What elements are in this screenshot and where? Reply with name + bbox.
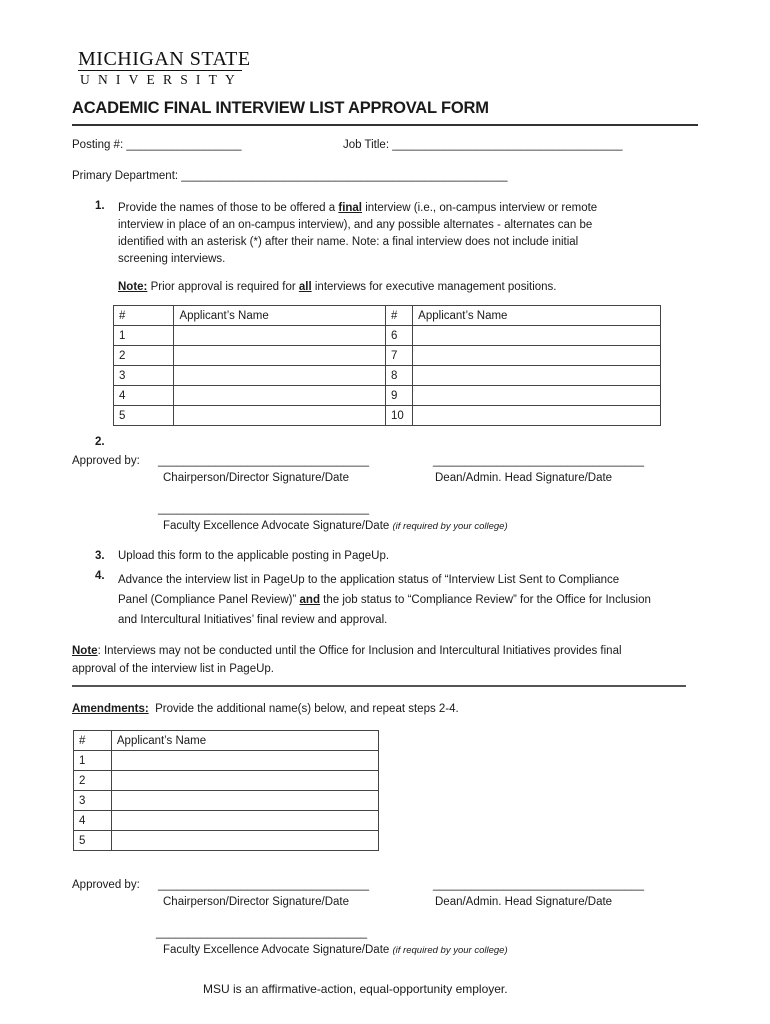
hash-header-right: # <box>385 306 412 326</box>
hash-header: # <box>74 731 112 751</box>
department-blank[interactable]: ___________________________________________________ <box>181 170 508 182</box>
table-header-row <box>114 306 661 326</box>
table-row: 3 8 <box>114 366 661 386</box>
faculty-signature-line-2[interactable]: _________________________________ <box>156 927 368 939</box>
faculty-signature-caption: Faculty Excellence Advocate Signature/Date (if required by your college) <box>163 520 508 532</box>
hash-header: # <box>114 306 174 326</box>
table-row: 1 <box>74 751 379 771</box>
table-row: 4 <box>74 811 379 831</box>
name-header-left: Applicant’s Name <box>174 306 386 326</box>
department-label: Primary Department: <box>72 170 179 182</box>
logo-rule <box>78 70 242 71</box>
step-4-number: 4. <box>95 570 105 582</box>
applicant-name-cell[interactable] <box>174 406 386 426</box>
faculty-signature-line[interactable]: _________________________________ <box>158 503 370 515</box>
approved-by-label: Approved by: <box>72 455 140 467</box>
step-2-number: 2. <box>95 436 105 448</box>
applicant-name-cell[interactable] <box>111 831 378 851</box>
faculty-signature-caption-2: Faculty Excellence Advocate Signature/Date (if required by your college) <box>163 944 508 956</box>
applicant-name-cell[interactable] <box>413 346 661 366</box>
final-emphasis: final <box>338 202 362 214</box>
chair-signature-line-2[interactable]: _________________________________ <box>158 879 370 891</box>
section-divider <box>72 685 686 687</box>
table-row: 4 9 <box>114 386 661 406</box>
step-3-text: Upload this form to the applicable posting in PageUp. <box>118 550 390 562</box>
logo-michigan-state: MICHIGAN STATE <box>78 48 251 70</box>
job-title-label: Job Title: <box>343 139 390 151</box>
department-field[interactable] <box>72 170 507 182</box>
approved-by-label-2: Approved by: <box>72 879 140 891</box>
table-row: 2 <box>74 771 379 791</box>
amendments-table <box>73 730 379 851</box>
dean-signature-line[interactable]: _________________________________ <box>433 455 645 467</box>
step-1-number: 1. <box>95 200 105 212</box>
applicant-name-cell[interactable] <box>111 771 378 791</box>
posting-label: Posting #: <box>72 139 124 151</box>
dean-signature-caption-2: Dean/Admin. Head Signature/Date <box>435 896 613 908</box>
applicant-name-cell[interactable] <box>413 366 661 386</box>
applicant-name-cell[interactable] <box>174 366 386 386</box>
applicant-name-cell[interactable] <box>111 811 378 831</box>
applicant-name-cell[interactable] <box>413 326 661 346</box>
table-header-row <box>74 731 379 751</box>
posting-field[interactable] <box>72 139 241 151</box>
applicant-name-cell[interactable] <box>174 346 386 366</box>
name-header-right: Applicant’s Name <box>413 306 661 326</box>
job-title-field[interactable] <box>343 139 622 151</box>
amendments-heading: Amendments: Provide the additional name(s) below, and repeat steps 2-4. <box>72 703 459 715</box>
chair-signature-caption: Chairperson/Director Signature/Date <box>163 472 350 484</box>
posting-blank[interactable]: __________________ <box>126 139 242 151</box>
applicant-name-cell[interactable] <box>413 386 661 406</box>
job-title-blank[interactable]: ____________________________________ <box>392 139 623 151</box>
dean-signature-line-2[interactable]: _________________________________ <box>433 879 645 891</box>
applicant-name-cell[interactable] <box>174 326 386 346</box>
applicant-name-cell[interactable] <box>413 406 661 426</box>
logo-university: UNIVERSITY <box>80 72 243 87</box>
dean-signature-caption: Dean/Admin. Head Signature/Date <box>435 472 613 484</box>
table-row: 2 7 <box>114 346 661 366</box>
step-3-number: 3. <box>95 550 105 562</box>
applicant-name-cell[interactable] <box>111 791 378 811</box>
applicant-table <box>113 305 661 426</box>
table-row: 5 10 <box>114 406 661 426</box>
name-header: Applicant’s Name <box>111 731 378 751</box>
step-1-text: Provide the names of those to be offered a final interview (i.e., on-campus interview or remote interview in place of an on-campus interview), and any possible alternates - alternates can be identified with an asterisk (*) after their name. Note: a final interview does not include initial screening interviews. <box>118 202 598 265</box>
applicant-name-cell[interactable] <box>174 386 386 406</box>
applicant-name-cell[interactable] <box>111 751 378 771</box>
final-approval-note: Note: Interviews may not be conducted until the Office for Inclusion and Intercultural Initiatives provides final approval of the interview list in PageUp. <box>72 645 622 675</box>
table-row: 3 <box>74 791 379 811</box>
step-4-text: Advance the interview list in PageUp to the application status of “Interview List Sent to Compliance Panel (Compliance Panel Review)” and the job status to “Compliance Review” for the Office for Inclusion and Intercultural Initiatives’ final review and approval. <box>118 574 651 626</box>
form-title: ACADEMIC FINAL INTERVIEW LIST APPROVAL FORM <box>72 99 489 117</box>
chair-signature-caption-2: Chairperson/Director Signature/Date <box>163 896 350 908</box>
executive-note: Note: Prior approval is required for all interviews for executive management positions. <box>118 281 557 293</box>
footer-statement: MSU is an affirmative-action, equal-opportunity employer. <box>203 982 508 996</box>
title-divider <box>72 124 698 126</box>
chair-signature-line[interactable]: _________________________________ <box>158 455 370 467</box>
table-row: 1 6 <box>114 326 661 346</box>
table-row: 5 <box>74 831 379 851</box>
